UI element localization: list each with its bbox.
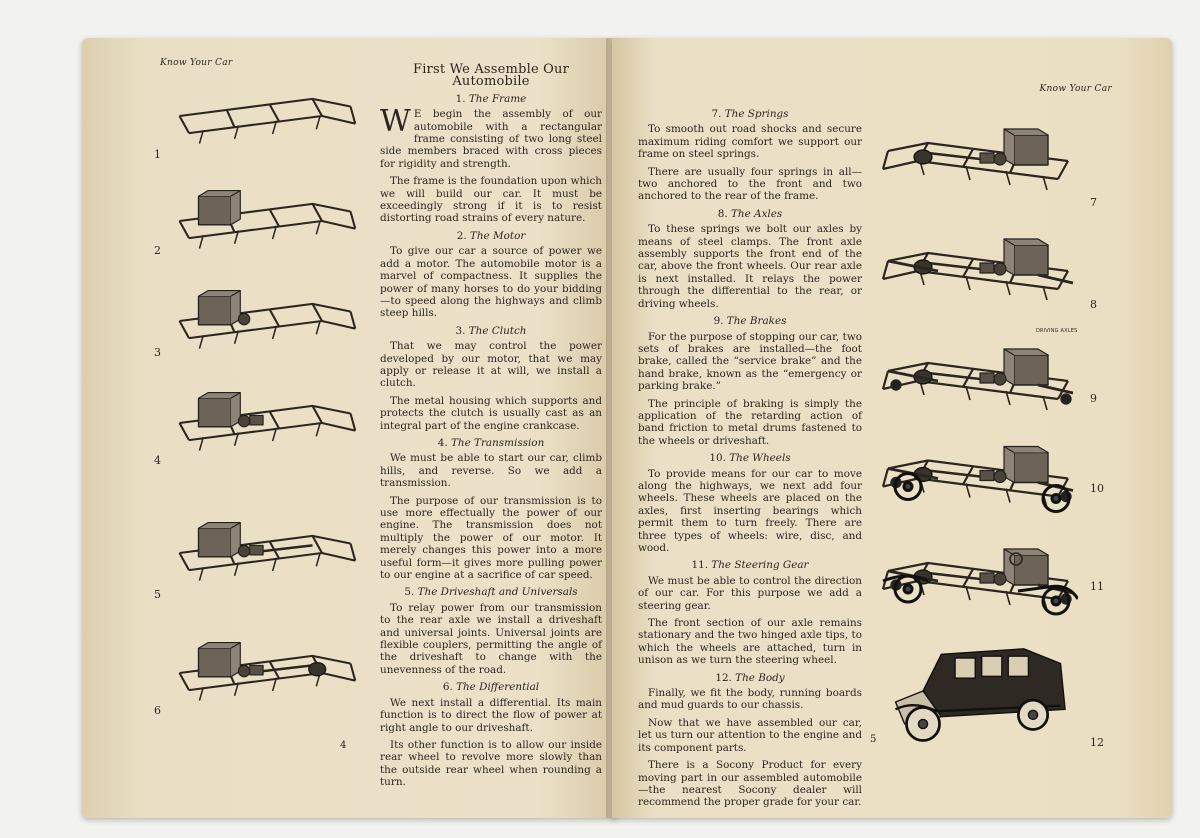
illustration-figure xyxy=(170,78,360,154)
section-title: The Frame xyxy=(468,92,527,105)
left-figure-column xyxy=(152,68,372,728)
illustration-figure xyxy=(170,278,360,364)
section-heading xyxy=(380,230,602,242)
body-paragraph: To relay power from our transmission to the rear axle we install a driveshaft and universal joints. Universal joints are flexible couplers, permitting the angle of the driveshaft to change with the unevenness of the road. xyxy=(380,601,602,676)
body-paragraph xyxy=(380,104,602,170)
chassis-drawing xyxy=(878,431,1078,526)
illustration-figure xyxy=(878,431,1078,526)
right-figure-column xyxy=(868,116,1108,749)
figure-number: 8 xyxy=(1090,298,1097,311)
chassis-drawing xyxy=(170,78,360,154)
chassis-drawing xyxy=(878,336,1078,426)
body-paragraph: The metal housing which supports and protects the clutch is usually cast as an integral part of the engine crankcase. xyxy=(380,394,602,432)
figure-number: 7 xyxy=(1090,196,1097,209)
body-paragraph: For the purpose of stopping our car, two sets of brakes are installed—the foot brake, called the “service brake” and the hand brake, known as the “emergency or parking brake.” xyxy=(638,330,862,393)
figure-number: 5 xyxy=(154,588,161,601)
page-number-right: 5 xyxy=(870,734,877,745)
body-paragraph: The front section of our axle remains stationary and the two hinged axle tips, to which the wheels are attached, turn in unison as we turn the steering wheel. xyxy=(638,617,862,667)
page-number-left: 4 xyxy=(340,740,347,751)
illustration-figure xyxy=(878,226,1078,316)
section-number: 6. xyxy=(442,681,457,694)
chassis-drawing xyxy=(170,378,360,468)
right-page xyxy=(612,38,1172,818)
body-paragraph: We must be able to start our car, climb hills, and reverse. So we add a transmission. xyxy=(380,452,602,490)
drop-cap-text: E begin the assembly of our automobile with a rectangular frame consisting of two long steel side members braced with cross pieces for rigidity and strength. xyxy=(380,108,602,170)
body-paragraph: To smooth out road shocks and secure maximum riding comfort we support our frame on steel springs. xyxy=(638,123,862,161)
chassis-drawing xyxy=(170,278,360,364)
section-number: 1. xyxy=(455,92,469,105)
section-title: The Springs xyxy=(724,108,789,120)
section-heading xyxy=(638,108,862,120)
illustration-figure xyxy=(170,178,360,264)
section-title: The Brakes xyxy=(726,315,787,328)
section-number: 12. xyxy=(715,671,736,684)
section-title: The Steering Gear xyxy=(711,559,809,572)
body-paragraph: Its other function is to allow our inside rear wheel to revolve more slowly than the outside rear wheel when rounding a turn. xyxy=(380,738,602,789)
drop-cap: W xyxy=(380,104,411,140)
section-title: The Axles xyxy=(730,207,783,220)
figure-number: 11 xyxy=(1090,580,1104,593)
section-number: 8. xyxy=(717,207,731,220)
section-heading xyxy=(638,208,862,220)
illustration-figure xyxy=(170,628,360,718)
body-paragraph: Finally, we fit the body, running boards and mud guards to our chassis. xyxy=(638,687,862,712)
section-number: 10. xyxy=(709,452,730,465)
body-paragraph: We must be able to control the direction of our car. For this purpose we add a steering gear. xyxy=(638,574,862,612)
section-number: 2. xyxy=(456,229,470,242)
illustration-figure xyxy=(878,636,1078,746)
illustration-figure xyxy=(170,378,360,468)
section-number: 5. xyxy=(404,586,418,599)
figure-number: 2 xyxy=(154,244,161,257)
section-heading xyxy=(380,325,602,337)
section-title: The Motor xyxy=(469,229,526,242)
section-heading xyxy=(380,437,602,449)
illustration-figure xyxy=(170,498,360,608)
chassis-drawing xyxy=(878,226,1078,316)
section-title: The Clutch xyxy=(468,324,527,337)
illustration-figure xyxy=(878,116,1078,206)
left-page xyxy=(82,38,617,818)
body-paragraph: To these springs we bolt our axles by means of steel clamps. The front axle assembly supports the front end of the car, above the front wheels. Our rear axle is next installed. It relays the power through the differential to the rear, or driving wheels. xyxy=(638,223,862,310)
body-paragraph: The purpose of our transmission is to use more effectually the power of our engine. The transmission does not multiply the power of our motor. It merely changes this power into a more useful form—it gives more pulling power to our engine at a sacrifice of car speed. xyxy=(380,494,602,582)
right-text-column xyxy=(638,104,862,814)
chassis-drawing xyxy=(878,116,1078,206)
section-title: The Transmission xyxy=(450,436,545,449)
section-title: The Differential xyxy=(456,681,540,694)
figure-caption: DRIVING AXLES xyxy=(1036,328,1078,334)
car-body-drawing xyxy=(878,636,1078,746)
body-paragraph: Now that we have assembled our car, let us turn our attention to the engine and its component parts. xyxy=(638,716,862,754)
section-number: 4. xyxy=(437,436,451,449)
section-heading xyxy=(380,93,602,105)
section-number: 9. xyxy=(713,315,727,328)
section-heading xyxy=(380,586,602,598)
running-head-right: Know Your Car xyxy=(1039,84,1112,94)
chassis-drawing xyxy=(170,178,360,264)
figure-number: 3 xyxy=(154,346,161,359)
section-title: The Driveshaft and Universals xyxy=(417,586,578,599)
section-heading xyxy=(638,315,862,327)
section-heading xyxy=(638,559,862,571)
chassis-drawing xyxy=(170,498,360,608)
chassis-drawing xyxy=(878,531,1078,631)
body-paragraph: To give our car a source of power we add a motor. The automobile motor is a marvel of compactness. It supplies the power of many horses to do your bidding—to speed along the highways and climb steep hills. xyxy=(380,245,602,320)
section-number: 7. xyxy=(711,108,725,120)
figure-number: 6 xyxy=(154,704,161,717)
figure-number: 4 xyxy=(154,454,161,467)
running-head-left: Know Your Car xyxy=(160,58,233,68)
body-paragraph: The frame is the foundation upon which we will build our car. It must be exceedingly strong if it is to resist distorting road strains of every nature. xyxy=(380,175,602,225)
section-number: 3. xyxy=(455,324,469,337)
figure-number: 1 xyxy=(154,148,161,161)
figure-number: 9 xyxy=(1090,392,1097,405)
section-number: 11. xyxy=(691,559,712,572)
section-heading xyxy=(638,452,862,464)
section-title: The Body xyxy=(735,671,785,684)
body-paragraph: To provide means for our car to move along the highways, we next add four wheels. These wheels are placed on the axles, first inserting bearings which permit them to turn freely. There are three types of wheels: wire, disc, and wood. xyxy=(638,467,862,554)
illustration-figure xyxy=(878,336,1078,426)
body-paragraph: That we may control the power developed by our motor, that we may apply or release it at will, we install a clutch. xyxy=(380,340,602,390)
chassis-drawing xyxy=(170,628,360,718)
open-booklet xyxy=(82,38,1172,828)
section-heading xyxy=(380,681,602,693)
body-paragraph: The principle of braking is simply the application of the retarding action of band friction to metal drums fastened to the wheels or driveshaft. xyxy=(638,397,862,447)
body-paragraph: There are usually four springs in all—two anchored to the front and two anchored to the rear of the frame. xyxy=(638,165,862,203)
figure-number: 12 xyxy=(1090,736,1104,749)
page-title: First We Assemble Our Automobile xyxy=(412,62,570,90)
illustration-figure xyxy=(878,531,1078,631)
body-paragraph: There is a Socony Product for every moving part in our assembled automobile—the nearest Socony dealer will recommend the proper grade for your car. xyxy=(638,759,862,809)
figure-number: 10 xyxy=(1090,482,1104,495)
section-title: The Wheels xyxy=(729,452,791,465)
section-heading xyxy=(638,672,862,684)
body-paragraph: We next install a differential. Its main function is to direct the flow of power at right angle to our driveshaft. xyxy=(380,696,602,734)
left-text-column xyxy=(380,64,602,794)
